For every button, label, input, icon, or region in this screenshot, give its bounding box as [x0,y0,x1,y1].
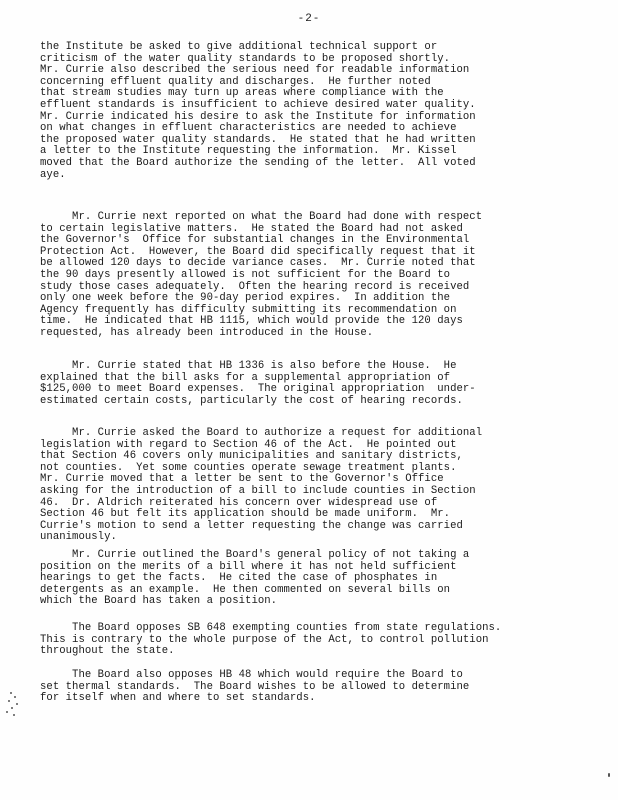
text-line: detergents as an example. He then commented on several bills on [40,583,451,596]
paragraph-7 [40,670,602,705]
text-line: estimated certain costs, particularly the cost of hearing records. [40,394,463,407]
text-line: hearings to get the facts. He cited the case of phosphates in [40,572,438,585]
text-line: a letter to the Institute requesting the information. Mr. Kissel [40,145,457,158]
paragraph-1 [40,42,602,181]
text-line: the 90 days presently allowed is not sufficient for the Board to [40,268,451,281]
text-line: for itself when and where to set standards. [40,692,316,705]
text-line: $125,000 to meet Board expenses. The original appropriation under- [40,383,476,396]
text-line: Mr. Currie indicated his desire to ask the Institute for information [40,110,476,123]
text-line: the proposed water quality standards. He stated that he had written [40,133,476,146]
text-line: Mr. Currie next reported on what the Board had done with respect [40,211,483,223]
text-line: unanimously. [40,531,117,544]
text-line: on what changes in effluent characteristics are needed to achieve [40,122,457,135]
text-line: Mr. Currie moved that a letter be sent to the Governor's Office [40,473,444,486]
text-line: only one week before the 90-day period expires. In addition the [40,292,451,305]
text-line: Mr. Currie outlined the Board's general policy of not taking a [40,549,470,561]
text-line: aye. [40,168,66,181]
text-line: Agency frequently has difficulty submitting its recommendation on [40,303,457,316]
text-line: The Board opposes SB 648 exempting counties from state regulations. [40,622,502,634]
paragraph-4 [40,428,602,544]
text-line: Mr. Currie also described the serious need for readable information [40,64,470,77]
paragraph-3 [40,361,602,407]
paragraph-2 [40,212,602,340]
text-line: position on the merits of a bill where it has not held sufficient [40,560,457,573]
text-line: asking for the introduction of a bill to include counties in Section [40,484,476,497]
text-line: Mr. Currie asked the Board to authorize a request for additional [40,427,483,439]
text-line: moved that the Board authorize the sending of the letter. All voted [40,156,476,169]
text-line: requested, has already been introduced in the House. [40,326,374,339]
text-line: This is contrary to the whole purpose of the Act, to control pollution [40,633,489,646]
text-line: effluent standards is insufficient to achieve desired water quality. [40,98,476,111]
text-line: concerning effluent quality and discharges. He further noted [40,75,431,88]
text-line: legislation with regard to Section 46 of the Act. He pointed out [40,438,457,451]
text-line: Section 46 but felt its application should be made uniform. Mr. [40,508,451,521]
text-line: the Institute be asked to give additional technical support or [40,41,438,53]
paragraph-5 [40,550,602,608]
text-line: not counties. Yet some counties operate sewage treatment plants. [40,461,457,474]
text-line: study those cases adequately. Often the hearing record is received [40,280,470,293]
text-line: set thermal standards. The Board wishes to be allowed to determine [40,680,470,693]
text-line: that Section 46 covers only municipalities and sanitary districts, [40,450,463,463]
text-line: throughout the state. [40,645,175,658]
page-number: -2- [297,13,321,25]
text-line: criticism of the water quality standards to be proposed shortly. [40,52,451,65]
text-line: explained that the bill asks for a supplemental appropriation of [40,371,451,384]
text-line: that stream studies may turn up areas where compliance with the [40,87,444,100]
text-line: Currie's motion to send a letter requesting the change was carried [40,519,463,532]
text-line: be allowed 120 days to decide variance cases. Mr. Currie noted that [40,257,476,270]
text-line: Protection Act. However, the Board did specifically request that it [40,245,476,258]
text-line: The Board also opposes HB 48 which would require the Board to [40,669,463,681]
text-line: the Governor's Office for substantial changes in the Environmental [40,234,470,247]
text-line: which the Board has taken a position. [40,595,278,608]
paragraph-6 [40,623,602,658]
text-line: to certain legislative matters. He stated the Board had not asked [40,222,463,235]
text-line: 46. Dr. Aldrich reiterated his concern over widespread use of [40,496,438,509]
text-line: Mr. Currie stated that HB 1336 is also before the House. He [40,360,457,372]
text-line: time. He indicated that HB 1115, which would provide the 120 days [40,315,463,328]
